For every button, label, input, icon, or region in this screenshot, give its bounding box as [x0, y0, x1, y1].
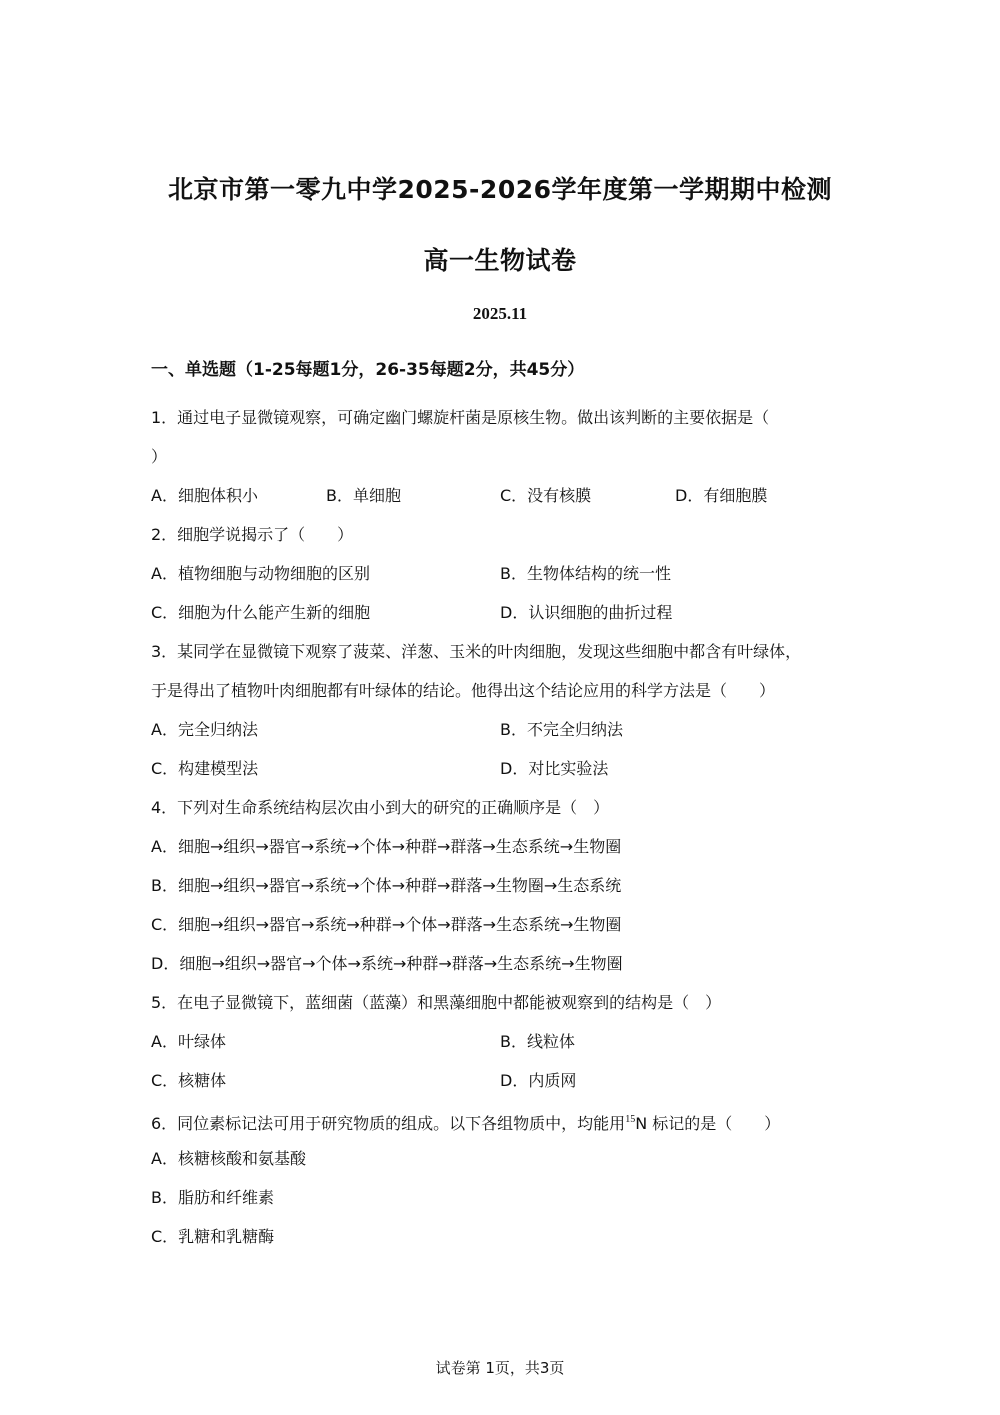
question-2-option-c: C．细胞为什么能产生新的细胞	[151, 603, 371, 622]
question-4-option-b: B．细胞→组织→器官→系统→个体→种群→群落→生物圈→生态系统	[151, 876, 622, 895]
section-heading: 一、单选题（1-25每题1分，26-35每题2分，共45分）	[151, 360, 585, 380]
exam-subtitle: 高一生物试卷	[423, 246, 577, 275]
exam-date: 2025.11	[472, 304, 528, 323]
question-5-option-a: A．叶绿体	[151, 1032, 226, 1051]
question-2-option-d: D．认识细胞的曲折过程	[500, 603, 673, 622]
question-2-stem: 2．细胞学说揭示了（ ）	[151, 525, 354, 544]
question-6-stem-text-end: N 标记的是（ ）	[635, 1114, 781, 1133]
question-1-option-c: C．没有核膜	[500, 486, 592, 505]
question-1-option-a: A．细胞体积小	[151, 486, 258, 505]
question-1-stem-cont: ）	[151, 447, 168, 466]
question-6-option-c: C．乳糖和乳糖酶	[151, 1227, 275, 1246]
question-3-option-c: C．构建模型法	[151, 759, 259, 778]
question-3-option-a: A．完全归纳法	[151, 720, 258, 739]
question-3-option-b: B．不完全归纳法	[500, 720, 623, 739]
question-4-option-a: A．细胞→组织→器官→系统→个体→种群→群落→生态系统→生物圈	[151, 837, 622, 856]
question-4-option-c: C．细胞→组织→器官→系统→种群→个体→群落→生态系统→生物圈	[151, 915, 622, 934]
question-6-stem-text: 6．同位素标记法可用于研究物质的组成。以下各组物质中，均能用	[151, 1114, 626, 1133]
question-3-option-d: D．对比实验法	[500, 759, 609, 778]
question-6-option-a: A．核糖核酸和氨基酸	[151, 1149, 306, 1168]
question-3-stem-cont: 于是得出了植物叶肉细胞都有叶绿体的结论。他得出这个结论应用的科学方法是（ ）	[151, 681, 776, 700]
question-6-stem	[151, 1110, 780, 1134]
question-5-option-d: D．内质网	[500, 1071, 577, 1090]
question-1-option-d: D．有细胞膜	[675, 486, 768, 505]
question-5-option-b: B．线粒体	[500, 1032, 575, 1051]
question-2-option-b: B．生物体结构的统一性	[500, 564, 671, 583]
question-5-stem: 5．在电子显微镜下，蓝细菌（蓝藻）和黑藻细胞中都能被观察到的结构是（ ）	[151, 993, 722, 1012]
question-4-stem: 4．下列对生命系统结构层次由小到大的研究的正确顺序是（ ）	[151, 798, 610, 817]
question-1-option-b: B．单细胞	[326, 486, 401, 505]
question-4-option-d: D．细胞→组织→器官→个体→系统→种群→群落→生态系统→生物圈	[151, 954, 623, 973]
question-1-stem: 1．通过电子显微镜观察，可确定幽门螺旋杆菌是原核生物。做出该判断的主要依据是（	[151, 408, 770, 427]
isotope-mass-number: 15	[625, 1114, 636, 1125]
question-2-option-a: A．植物细胞与动物细胞的区别	[151, 564, 370, 583]
exam-title: 北京市第一零九中学2025-2026学年度第一学期期中检测	[167, 175, 833, 204]
question-3-stem: 3．某同学在显微镜下观察了菠菜、洋葱、玉米的叶肉细胞，发现这些细胞中都含有叶绿体，	[151, 642, 802, 661]
page-footer: 试卷第 1页，共3页	[435, 1359, 565, 1377]
question-6-option-b: B．脂肪和纤维素	[151, 1188, 274, 1207]
question-5-option-c: C．核糖体	[151, 1071, 227, 1090]
